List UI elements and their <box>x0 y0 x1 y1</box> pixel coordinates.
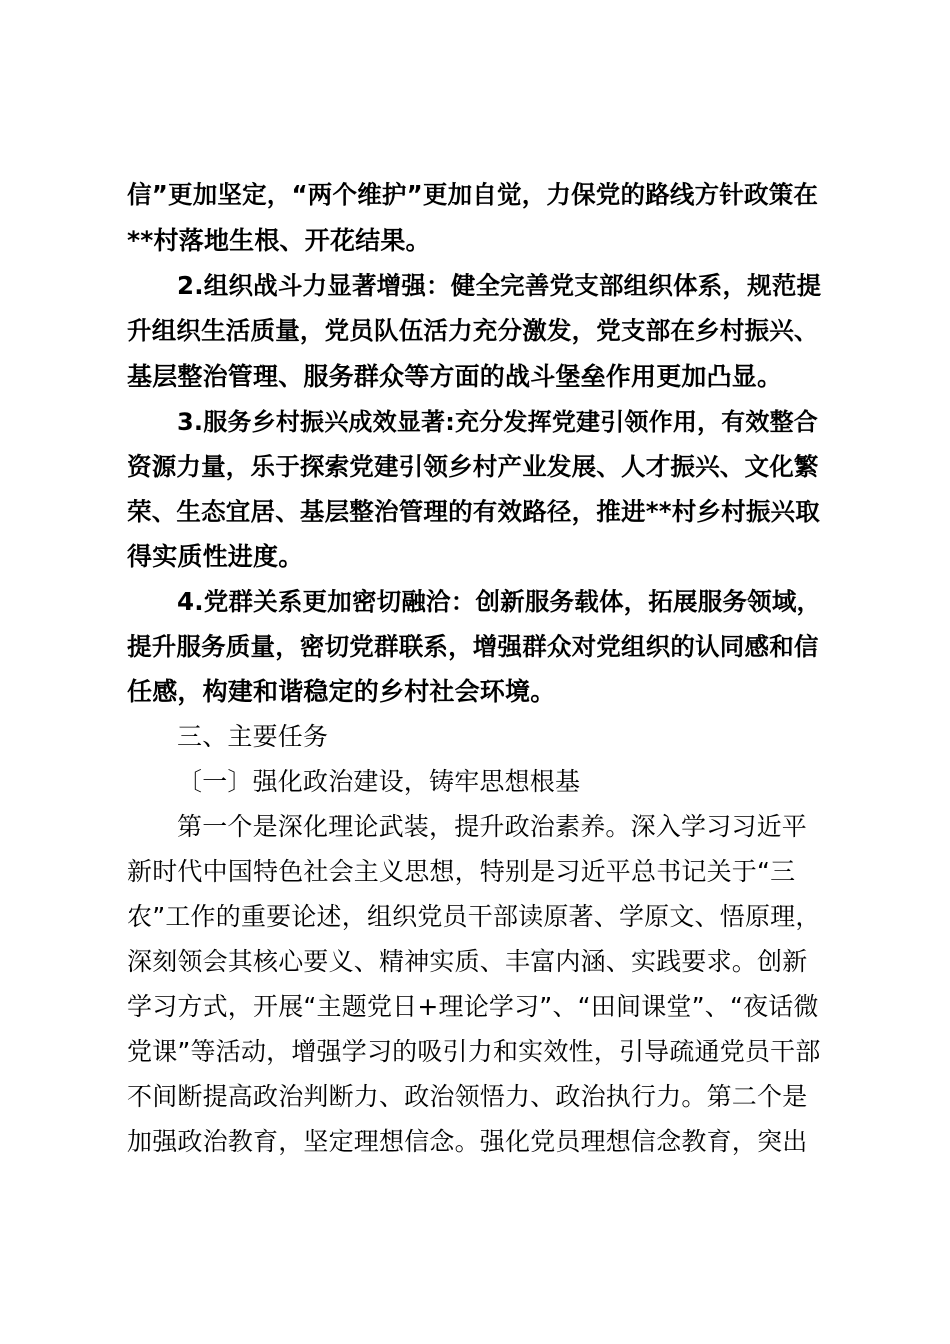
text-line: 党课”等活动，增强学习的吸引力和实效性，引导疏通党员干部 <box>127 1037 821 1066</box>
section-heading: 三、主要任务 <box>177 722 329 751</box>
text-line: 学习方式，开展“主题党日+理论学习”、“田间课堂”、“夜话微 <box>127 992 819 1021</box>
text-line: 任感，构建和谐稳定的乡村社会环境。 <box>127 677 556 706</box>
text-line: 得实质性进度。 <box>127 542 304 571</box>
text-line: 2.组织战斗力显著增强：健全完善党支部组织体系，规范提 <box>177 271 822 300</box>
text-line: 3.服务乡村振兴成效显著:充分发挥党建引领作用，有效整合 <box>177 408 819 436</box>
text-line: 提升服务质量，密切党群联系，增强群众对党组织的认同感和信 <box>127 632 819 661</box>
text-line: 深刻领会其核心要义、精神实质、丰富内涵、实践要求。创新 <box>127 947 808 976</box>
text-line: 农”工作的重要论述，组织党员干部读原著、学原文、悟原理， <box>127 902 821 931</box>
text-line: 4.党群关系更加密切融洽：创新服务载体，拓展服务领域， <box>177 587 822 616</box>
text-line: 升组织生活质量，党员队伍活力充分激发，党支部在乡村振兴、 <box>127 316 819 345</box>
text-line: 资源力量，乐于探索党建引领乡村产业发展、人才振兴、文化繁 <box>127 452 819 481</box>
text-line: **村落地生根、开花结果。 <box>127 226 431 255</box>
text-line: 第一个是深化理论武装，提升政治素养。深入学习习近平 <box>177 812 808 841</box>
text-line: 加强政治教育，坚定理想信念。强化党员理想信念教育，突出 <box>127 1127 808 1156</box>
text-line: 不间断提高政治判断力、政治领悟力、政治执行力。第二个是 <box>127 1082 808 1111</box>
text-line: 新时代中国特色社会主义思想，特别是习近平总书记关于“三 <box>127 857 796 886</box>
text-line: 信”更加坚定，“两个维护”更加自觉，力保党的路线方针政策在 <box>127 180 819 209</box>
text-line: 荣、生态宜居、基层整治管理的有效路径，推进**村乡村振兴取 <box>127 497 820 526</box>
subsection-heading: 〔一〕强化政治建设，铸牢思想根基 <box>177 767 581 796</box>
text-line: 基层整治管理、服务群众等方面的战斗堡垒作用更加凸显。 <box>127 362 783 391</box>
